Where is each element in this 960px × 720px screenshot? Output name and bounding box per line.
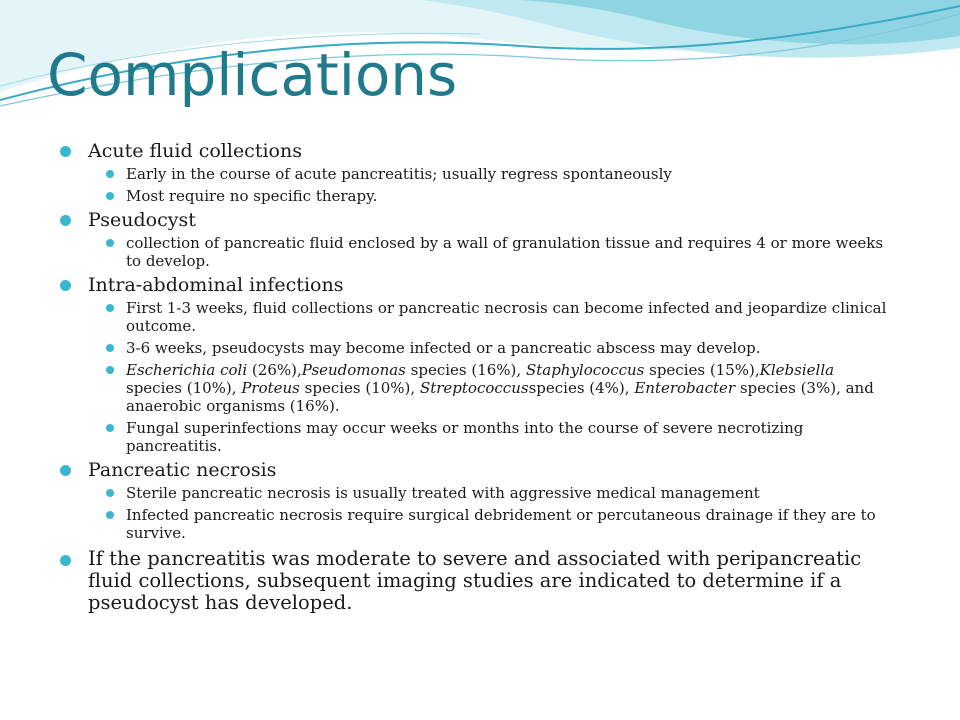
italic-text-segment: Streptococcus: [419, 379, 529, 397]
text-segment: collection of pancreatic fluid enclosed by a wall of granulation tissue and requires 4 or more weeks to develop.: [126, 234, 884, 270]
sub-bullet-dot-icon: [106, 424, 114, 432]
text-segment: species (16%),: [405, 361, 526, 379]
sub-bullet-item: [88, 506, 890, 542]
bullet-dot-icon: [60, 555, 71, 566]
bullet-heading: Pseudocyst: [88, 209, 196, 231]
bullet-list: [60, 140, 890, 542]
bullet-dot-icon: [60, 215, 71, 226]
sub-bullet-item: [88, 299, 890, 335]
sub-bullet-dot-icon: [106, 344, 114, 352]
sub-bullet-dot-icon: [106, 304, 114, 312]
italic-text-segment: Enterobacter: [634, 379, 736, 397]
sub-bullet-item: [88, 484, 890, 502]
bullet-heading: Intra-abdominal infections: [88, 274, 344, 296]
slide-title: Complications: [47, 41, 458, 109]
bullet-dot-icon: [60, 465, 71, 476]
text-segment: species (4%),: [528, 379, 635, 397]
sub-bullet-item: [88, 234, 890, 270]
bullet-heading: Pancreatic necrosis: [88, 459, 277, 481]
sub-bullet-item: [88, 165, 890, 183]
sub-bullet-list: [88, 299, 890, 455]
sub-bullet-dot-icon: [106, 170, 114, 178]
text-segment: Sterile pancreatic necrosis is usually treated with aggressive medical management: [126, 484, 760, 502]
italic-text-segment: Escherichia coli: [126, 361, 248, 379]
sub-bullet-list: [88, 234, 890, 270]
text-segment: Early in the course of acute pancreatitis; usually regress spontaneously: [126, 165, 672, 183]
text-segment: 3-6 weeks, pseudocysts may become infected or a pancreatic abscess may develop.: [126, 339, 761, 357]
sub-bullet-dot-icon: [106, 489, 114, 497]
bullet-dot-icon: [60, 280, 71, 291]
closing-bullet: [60, 548, 890, 614]
sub-bullet-item: [88, 419, 890, 455]
bullet-dot-icon: [60, 146, 71, 157]
text-segment: (26%),: [247, 361, 302, 379]
text-segment: First 1-3 weeks, fluid collections or pancreatic necrosis can become infected and jeopardize clinical outcome.: [126, 299, 887, 335]
text-segment: Most require no specific therapy.: [126, 187, 378, 205]
text-segment: species (3%), and anaerobic organisms (16%).: [126, 379, 874, 415]
italic-text-segment: Proteus: [241, 379, 300, 397]
sub-bullet-dot-icon: [106, 192, 114, 200]
sub-bullet-dot-icon: [106, 366, 114, 374]
text-segment: Infected pancreatic necrosis require surgical debridement or percutaneous drainage if they are to survive.: [126, 506, 876, 542]
sub-bullet-item: [88, 187, 890, 205]
text-segment: Fungal superinfections may occur weeks or months into the course of severe necrotizing pancreatitis.: [126, 419, 804, 455]
sub-bullet-list: [88, 165, 890, 205]
bullet-heading: Acute fluid collections: [88, 140, 302, 162]
sub-bullet-item: [88, 361, 890, 415]
text-segment: species (10%),: [126, 379, 242, 397]
bullet-item: [60, 459, 890, 542]
italic-text-segment: Pseudomonas: [301, 361, 406, 379]
text-segment: species (10%),: [299, 379, 420, 397]
bullet-item: [60, 274, 890, 455]
sub-bullet-dot-icon: [106, 239, 114, 247]
bullet-item: [60, 209, 890, 270]
bullet-item: [60, 140, 890, 205]
sub-bullet-dot-icon: [106, 511, 114, 519]
closing-text: If the pancreatitis was moderate to severe and associated with peripancreatic fluid collections, subsequent imaging studies are indicated to determine if a pseudocyst has developed.: [88, 547, 862, 614]
sub-bullet-item: [88, 339, 890, 357]
sub-bullet-list: [88, 484, 890, 542]
slide-content: [60, 140, 890, 614]
italic-text-segment: Staphylococcus: [525, 361, 645, 379]
text-segment: species (15%),: [644, 361, 760, 379]
italic-text-segment: Klebsiella: [759, 361, 835, 379]
